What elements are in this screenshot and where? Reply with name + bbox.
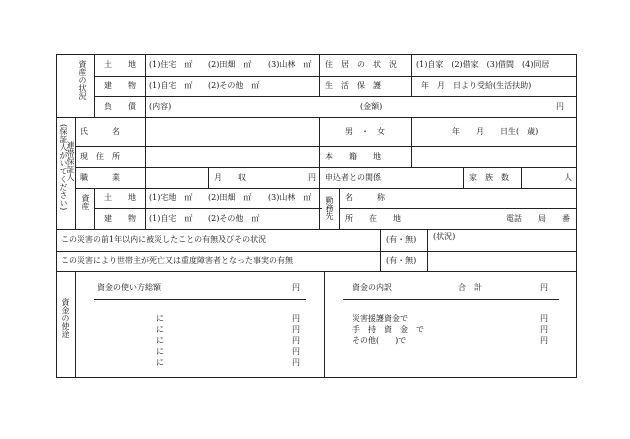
- g-land-label: 土 地: [104, 193, 136, 202]
- rule: [56, 251, 577, 252]
- debt-amount: (金額): [360, 102, 383, 111]
- family-count-unit: 人: [564, 173, 572, 182]
- frame-bottom: [56, 377, 577, 378]
- relation-label: 申込者との関係: [325, 173, 381, 182]
- birthdate-field: 年 月 日生( 歳): [452, 127, 539, 136]
- rule: [75, 188, 577, 189]
- welfare-label: 生 活 保 護: [325, 81, 381, 90]
- breakdown-unit-3: 円: [540, 336, 548, 345]
- usage-unit-5: 円: [292, 358, 300, 367]
- usage-unit-1: 円: [292, 314, 300, 323]
- breakdown-relief-fund: 災害援護資金で: [352, 314, 408, 323]
- guarantor-note: (保証人がいてください): [59, 124, 68, 211]
- debt-unit: 円: [556, 102, 564, 111]
- breakdown-total-label: 合 計: [458, 283, 482, 292]
- death-disability-question: この災害により世帯主が死亡又は重度障害者となった事実の有無: [61, 256, 293, 265]
- breakdown-unit-1: 円: [540, 314, 548, 323]
- rule: [521, 167, 522, 188]
- monthly-income-label: 月 収: [214, 173, 246, 182]
- rule: [75, 271, 76, 377]
- rule: [411, 54, 412, 96]
- breakdown-unit-2: 円: [540, 325, 548, 334]
- debt-content: (内容): [149, 102, 172, 111]
- rule: [145, 54, 146, 117]
- land-label: 土 地: [104, 60, 136, 69]
- occupation-label: 職 業: [80, 173, 120, 182]
- rule: [427, 229, 428, 271]
- g-land-option-forest: (3)山林 ㎡: [268, 193, 312, 202]
- usage-total-header: 資金の使い方総額: [97, 283, 161, 292]
- rule: [463, 167, 464, 188]
- rule: [319, 167, 320, 229]
- usage-unit-3: 円: [292, 336, 300, 345]
- breakdown-total-unit: 円: [540, 283, 548, 292]
- workplace-phone-label: 電話 局 番: [506, 214, 570, 223]
- rule: [94, 299, 306, 300]
- usage-item-3: に: [156, 336, 164, 345]
- land-option-housing: (1)住宅 ㎡: [149, 60, 193, 69]
- usage-total-unit: 円: [292, 283, 300, 292]
- rule: [380, 229, 381, 271]
- residence-options: (1)自家 (2)借家 (3)借間 (4)同居: [416, 60, 550, 69]
- workplace-address-label: 所 在 地: [345, 214, 401, 223]
- workplace-name-label: 名 称: [345, 193, 385, 202]
- usage-item-2: に: [156, 325, 164, 334]
- rule: [94, 96, 577, 97]
- rule: [411, 117, 412, 168]
- debt-label: 負 債: [104, 102, 136, 111]
- building-option-home: (1)自宅 ㎡: [149, 81, 193, 90]
- prior-disaster-status: (状況): [433, 232, 456, 241]
- usage-unit-2: 円: [292, 325, 300, 334]
- gender-selector: 男 ・ 女: [345, 127, 385, 136]
- g-land-option-field: (2)田畑 ㎡: [208, 193, 252, 202]
- rule: [56, 117, 577, 118]
- funds-section-label: 資金の使途: [61, 298, 70, 338]
- g-building-option-home: (1)自宅 ㎡: [149, 214, 193, 223]
- rule: [145, 117, 146, 229]
- residence-label: 住 居 の 状 況: [325, 60, 397, 69]
- assets-section-label: 資産の状況: [78, 60, 87, 100]
- rule: [94, 208, 322, 209]
- rule: [94, 188, 95, 229]
- rule: [319, 54, 320, 96]
- frame-top: [56, 54, 577, 55]
- usage-item-1: に: [156, 314, 164, 323]
- frame-right: [576, 54, 577, 378]
- death-disability-answer: (有・無): [386, 256, 417, 265]
- monthly-income-unit: 円: [308, 173, 316, 182]
- rule: [339, 188, 340, 229]
- welfare-value: 年 月 日より受給(生活扶助): [421, 81, 532, 90]
- rule: [75, 146, 577, 147]
- rule: [319, 117, 320, 168]
- breakdown-header: 資金の内訳: [352, 283, 392, 292]
- g-land-option-residential: (1)宅地 ㎡: [149, 193, 193, 202]
- g-building-option-other: (2)その他 ㎡: [208, 214, 260, 223]
- frame-left: [56, 54, 57, 378]
- workplace-label: 勤務先: [325, 196, 334, 220]
- usage-unit-4: 円: [292, 347, 300, 356]
- building-option-other: (2)その他 ㎡: [208, 81, 260, 90]
- building-label: 建 物: [104, 81, 136, 90]
- address-label: 現 住 所: [80, 152, 120, 161]
- rule: [324, 271, 325, 377]
- domicile-label: 本 籍 地: [325, 152, 381, 161]
- rule: [343, 299, 559, 300]
- rule: [56, 271, 577, 272]
- g-building-label: 建 物: [104, 214, 136, 223]
- land-option-forest: (3)山林 ㎡: [268, 60, 312, 69]
- rule: [339, 208, 577, 209]
- breakdown-other: その他( )で: [352, 336, 407, 345]
- rule: [94, 76, 577, 77]
- breakdown-own-fund: 手 持 資 金 で: [352, 325, 424, 334]
- rule: [208, 167, 209, 188]
- prior-disaster-question: この災害の前1年以内に被災したことの有無及びその状況: [61, 235, 267, 244]
- usage-item-4: に: [156, 347, 164, 356]
- family-count-label: 家 族 数: [469, 173, 509, 182]
- usage-item-5: に: [156, 358, 164, 367]
- guarantor-assets-label: 資産: [81, 194, 90, 210]
- prior-disaster-answer: (有・無): [386, 235, 417, 244]
- rule: [56, 229, 577, 230]
- rule: [75, 117, 76, 229]
- name-label: 氏 名: [80, 127, 120, 136]
- land-option-field: (2)田畑 ㎡: [208, 60, 252, 69]
- rule: [94, 54, 95, 117]
- rule: [75, 167, 577, 168]
- guarantor-section-label: 連帯保証人: [66, 141, 75, 181]
